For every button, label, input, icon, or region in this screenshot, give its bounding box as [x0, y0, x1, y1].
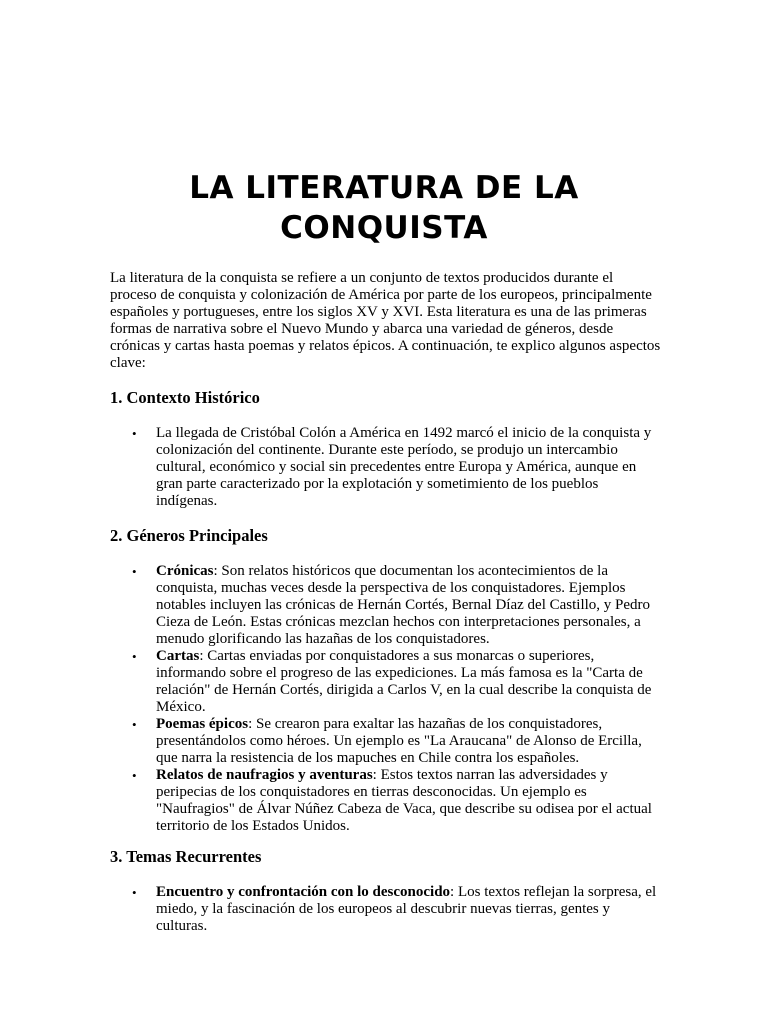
bullet-icon: • [132, 885, 137, 900]
bullet-icon: • [132, 649, 137, 664]
list-item [110, 767, 662, 835]
item-term: Poemas épicos [156, 716, 249, 732]
list-item [110, 884, 662, 935]
bullet-list [110, 884, 662, 935]
intro-paragraph: La literatura de la conquista se refiere a un conjunto de textos producidos durante el proceso de conquista y colonización de América por parte de los europeos, principalmente españoles y portugueses, entre los siglos XV y XVI. Esta literatura es una de las primeras formas de narrativa sobre el Nuevo Mundo y abarca una variedad de géneros, desde crónicas y cartas hasta poemas y relatos épicos. A continuación, te explico algunos aspectos clave: [110, 270, 661, 371]
section-temas-recurrentes [110, 847, 662, 935]
bullet-icon: • [132, 768, 137, 783]
item-term: Crónicas [156, 563, 214, 579]
bullet-icon: • [132, 564, 137, 579]
document-title: LA LITERATURA DE LA CONQUISTA [189, 170, 579, 246]
bullet-icon: • [132, 717, 137, 732]
section-generos-principales [110, 526, 662, 835]
list-item [110, 648, 662, 716]
item-term: Cartas [156, 648, 200, 664]
bullet-icon: • [132, 426, 137, 441]
list-item [110, 425, 662, 510]
item-term: Relatos de naufragios y aventuras [156, 767, 373, 783]
item-term: Encuentro y confrontación con lo desconocido [156, 884, 451, 900]
item-text: : Cartas enviadas por conquistadores a sus monarcas o superiores, informando sobre el progreso de las expediciones. La más famosa es la "Carta de relación" de Hernán Cortés, dirigida a Carlos V, en la cual describe la conquista de México. [156, 648, 652, 715]
bullet-list [110, 563, 662, 835]
item-text: : Estos textos narran las adversidades y peripecias de los conquistadores en tierras desconocidas. Un ejemplo es "Naufragios" de Álvar Núñez Cabeza de Vaca, que describe su odisea por el actual territorio de los Estados Unidos. [156, 767, 652, 834]
item-text: La llegada de Cristóbal Colón a América en 1492 marcó el inicio de la conquista y colonización del continente. Durante este período, se produjo un intercambio cultural, económico y social sin precedentes entre Europa y América, aunque en gran parte caracterizado por la explotación y sometimiento de los pueblos indígenas. [156, 425, 652, 509]
section-heading: 2. Géneros Principales [110, 526, 268, 545]
section-heading: 1. Contexto Histórico [110, 388, 260, 407]
section-contexto-historico [110, 388, 662, 510]
section-heading: 3. Temas Recurrentes [110, 847, 262, 866]
list-item [110, 716, 662, 767]
item-text: : Los textos reflejan la sorpresa, el miedo, y la fascinación de los europeos al descubrir nuevas tierras, gentes y culturas. [156, 884, 657, 934]
item-text: : Son relatos históricos que documentan los acontecimientos de la conquista, muchas veces desde la perspectiva de los conquistadores. Ejemplos notables incluyen las crónicas de Hernán Cortés, Bernal Díaz del Castillo, y Pedro Cieza de León. Estas crónicas mezclan hechos con interpretaciones personales, a menudo glorificando las hazañas de los conquistadores. [156, 563, 651, 647]
bullet-list [110, 425, 662, 510]
list-item [110, 563, 662, 648]
item-text: : Se crearon para exaltar las hazañas de los conquistadores, presentándolos como héroes. Un ejemplo es "La Araucana" de Alonso de Ercilla, que narra la resistencia de los mapuches en Chile contra los españoles. [156, 716, 642, 766]
